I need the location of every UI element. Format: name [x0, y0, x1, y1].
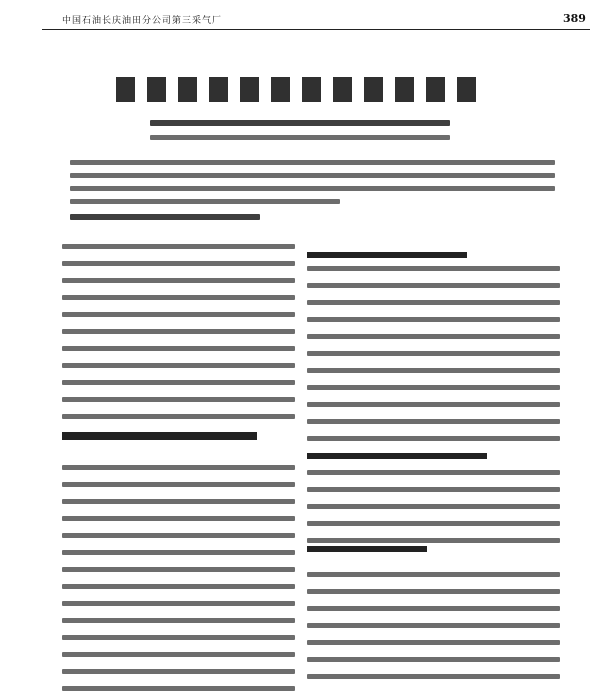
text-line — [62, 567, 295, 572]
text-line — [62, 669, 295, 674]
abstract-line — [70, 186, 555, 191]
subsection-heading — [307, 252, 467, 258]
text-line — [62, 261, 295, 266]
running-head: 中国石油长庆油田分公司第三采气厂 — [62, 16, 223, 26]
text-line — [62, 397, 295, 402]
text-line — [62, 346, 295, 351]
text-line — [62, 652, 295, 657]
text-line — [307, 674, 560, 679]
text-line — [307, 640, 560, 645]
text-line — [307, 385, 560, 390]
text-line — [62, 244, 295, 249]
text-line — [62, 550, 295, 555]
text-line — [62, 312, 295, 317]
text-line — [307, 419, 560, 424]
text-line — [62, 584, 295, 589]
text-line — [62, 635, 295, 640]
header-rule — [42, 29, 590, 30]
abstract-line — [70, 173, 555, 178]
text-line — [62, 618, 295, 623]
text-line — [62, 363, 295, 368]
text-line — [307, 657, 560, 662]
text-line — [307, 436, 560, 441]
text-line — [307, 334, 560, 339]
text-line — [307, 572, 560, 577]
text-line — [307, 487, 560, 492]
text-line — [62, 686, 295, 691]
text-line — [307, 368, 560, 373]
text-line — [62, 414, 295, 419]
text-line — [62, 482, 295, 487]
text-line — [307, 623, 560, 628]
text-line — [62, 278, 295, 283]
subsection-heading — [307, 546, 427, 552]
text-line — [307, 300, 560, 305]
abstract-line — [70, 199, 340, 204]
subsection-heading — [307, 453, 487, 459]
text-line — [307, 351, 560, 356]
text-line — [62, 516, 295, 521]
text-line — [307, 266, 560, 271]
text-line — [62, 499, 295, 504]
text-line — [62, 533, 295, 538]
text-line — [62, 329, 295, 334]
text-line — [307, 283, 560, 288]
text-line — [62, 465, 295, 470]
text-line — [307, 538, 560, 543]
text-line — [62, 295, 295, 300]
affiliation-line — [150, 135, 450, 140]
text-line — [62, 380, 295, 385]
text-line — [307, 402, 560, 407]
text-line — [307, 470, 560, 475]
page-number: 389 — [563, 12, 586, 25]
section-heading — [62, 432, 257, 440]
text-line — [307, 521, 560, 526]
title-placeholder — [116, 74, 476, 104]
abstract-line — [70, 160, 555, 165]
keywords-line — [70, 214, 260, 220]
text-line — [307, 606, 560, 611]
authors-line — [150, 120, 450, 126]
text-line — [307, 317, 560, 322]
text-line — [307, 589, 560, 594]
text-line — [62, 601, 295, 606]
text-line — [307, 504, 560, 509]
